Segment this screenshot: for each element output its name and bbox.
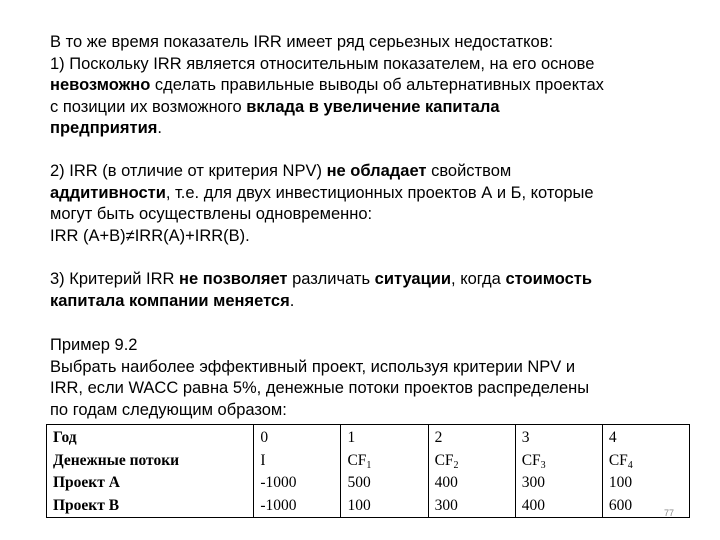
row-label: Проект В [47,495,254,518]
table-cell: 1 [341,425,428,450]
table-cell: 0 [254,425,341,450]
cell-text: CF [347,451,367,469]
table-row [47,425,690,450]
text-fragment: 3) Критерий IRR [50,270,180,288]
subscript: 1 [366,459,372,471]
paragraph-irr-drawbacks-1 [50,32,680,140]
table-cell: 400 [428,472,515,495]
bold-text: невозможно [50,76,151,95]
text-line [50,97,680,119]
text-line [50,161,680,183]
text-line [50,269,680,291]
table-cell: -1000 [254,472,341,495]
text-line: В то же время показатель IRR имеет ряд серьезных недостатков: [50,33,554,51]
table-cell: 100 [341,495,428,518]
subscript: 2 [453,459,459,471]
page-number: 77 [664,508,675,518]
table-cell [428,450,515,473]
text-line: IRR, если WACC равна 5%, денежные потоки проектов распределены [50,379,590,398]
cash-flow-table [46,424,690,518]
text-fragment: , т.е. для двух инвестиционных проектов А и Б, которые [165,183,594,202]
bold-text: предприятия [50,119,158,138]
table-cell: 100 [602,472,689,495]
table-cell: 300 [515,472,602,495]
text-line [50,118,680,140]
table-cell: -1000 [254,495,341,518]
bold-text: капитала компании меняется [50,291,290,310]
text-line: могут быть осуществлены одновременно: [50,205,373,224]
text-line [50,291,680,313]
bold-text: стоимость [505,270,592,288]
subscript: 4 [627,459,633,471]
subscript: 3 [540,459,546,471]
text-fragment: с позиции их возможного [50,97,247,116]
paragraph-irr-additivity [50,161,680,247]
bold-text: вклада в увеличение капитала [246,97,500,116]
text-line [50,75,680,97]
text-fragment: . [289,291,295,310]
text-fragment: 2) IRR (в отличие от критерия NPV) [50,162,327,180]
row-label: Год [47,425,254,450]
cell-text: CF [434,451,454,469]
bold-text: аддитивности [50,183,166,202]
table-row [47,495,690,518]
table-cell: 300 [428,495,515,518]
table-cell [515,450,602,473]
paragraph-irr-capital-cost [50,269,680,312]
table-cell: 500 [341,472,428,495]
row-label: Денежные потоки [47,450,254,473]
table-cell: 3 [515,425,602,450]
bold-text: не позволяет [179,270,288,288]
cell-text: CF [608,451,628,469]
table-cell: 4 [602,425,689,450]
text-fragment: . [157,119,162,138]
table-cell [341,450,428,473]
text-line: Выбрать наиболее эффективный проект, используя критерии NPV и [50,357,576,376]
example-title: Пример 9.2 [50,336,138,354]
table-cell [602,450,689,473]
text-line [50,183,680,205]
table-cell: 400 [515,495,602,518]
text-line: 1) Поскольку IRR является относительным показателем, на его основе [50,54,595,73]
text-fragment: , когда [451,270,506,288]
formula-line: IRR (A+B)≠IRR(A)+IRR(B). [50,226,250,245]
table-cell: I [254,450,341,473]
bold-text: не обладает [326,162,427,180]
row-label: Проект А [47,472,254,495]
text-fragment: сделать правильные выводы об альтернативных проектах [150,76,604,95]
cell-text: CF [521,451,541,469]
table-row [47,472,690,495]
text-line: по годам следующим образом: [50,400,287,419]
text-fragment: различать [287,270,375,288]
table-row [47,450,690,473]
table-cell: 600 [602,495,689,518]
table-cell: 2 [428,425,515,450]
text-fragment: свойством [426,162,512,180]
example-block [50,335,680,421]
bold-text: ситуации [374,270,452,288]
